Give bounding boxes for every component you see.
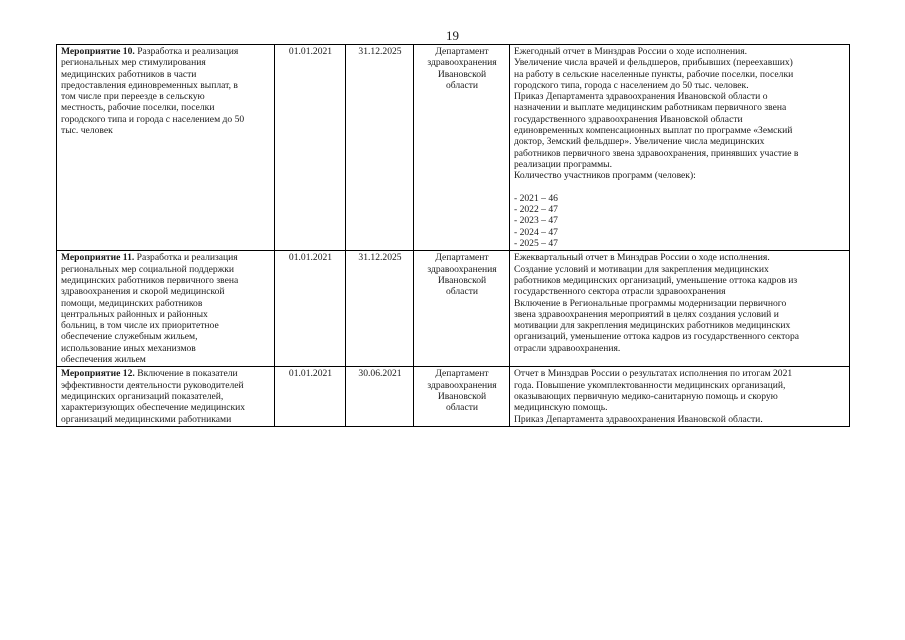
measure-name-line: обеспечение служебным жильем,: [61, 331, 198, 343]
responsible-cell: [414, 367, 510, 426]
measure-name-line: Включение в показатели: [134, 368, 238, 380]
measure-name-line: том числе при переезде в сельскую: [61, 91, 205, 103]
end-date-cell: [346, 367, 414, 426]
result-line: реализации программы.: [514, 158, 612, 170]
result-line: на работу в сельские населенные пункты, рабочие поселки, поселки: [514, 68, 794, 80]
start-date: 01.01.2021: [288, 252, 333, 264]
measure-name-line: использование иных механизмов: [61, 342, 196, 354]
measure-name-line: эффективности деятельности руководителей: [61, 379, 244, 391]
responsible-line: области: [445, 286, 479, 298]
result-line: работников первичного звена здравоохранения, принявших участие в: [514, 147, 799, 159]
measure-name-line: Разработка и реализация: [134, 46, 239, 57]
measure-name-cell: [57, 45, 275, 251]
measure-name-line: местность, рабочие поселки, поселки: [61, 102, 215, 114]
measure-title: Мероприятие 10.: [61, 46, 135, 57]
measure-name-line: помощи, медицинских работников: [61, 297, 203, 309]
result-line: - 2022 – 47: [514, 204, 558, 216]
result-line: работников медицинских организаций, уменьшение оттока кадров из: [514, 274, 798, 286]
measures-table: [56, 44, 850, 427]
result-line: оказывающих первичную медико-санитарную помощь и скорую: [514, 390, 778, 402]
responsible-line: здравоохранения: [427, 263, 497, 275]
measure-name-cell: [57, 251, 275, 367]
result-line: мотивации для закрепления медицинских работников медицинских: [514, 320, 791, 332]
responsible-cell: [414, 45, 510, 251]
measure-name-line: медицинских работников первичного звена: [61, 274, 239, 286]
result-line: отрасли здравоохранения.: [514, 342, 621, 354]
result-line: единовременных компенсационных выплат по программе «Земский: [514, 125, 793, 137]
result-line: Включение в Региональные программы модернизации первичного: [514, 297, 787, 309]
table-row: [57, 251, 850, 367]
result-line: организаций, уменьшение оттока кадров из государственного сектора: [514, 331, 799, 343]
responsible-line: Ивановской: [437, 390, 487, 402]
end-date: 30.06.2021: [358, 368, 402, 380]
result-cell: [510, 45, 850, 251]
end-date-cell: [346, 251, 414, 367]
measure-name-line: больниц, в том числе их приоритетное: [61, 320, 219, 332]
result-cell: [510, 367, 850, 426]
measure-name-line: характеризующих обеспечение медицинских: [61, 402, 246, 414]
result-line: Приказ Департамента здравоохранения Ивановской области о: [514, 91, 768, 103]
result-line: государственного здравоохранения Ивановской области: [514, 113, 743, 125]
responsible-line: области: [445, 402, 479, 414]
responsible-line: области: [445, 79, 479, 91]
page-number: 19: [446, 28, 459, 43]
result-line: медицинскую помощь.: [514, 402, 608, 414]
measure-name-line: региональных мер стимулирования: [61, 57, 206, 69]
measure-name-line: региональных мер социальной поддержки: [61, 263, 235, 275]
measure-name-line: тыс. человек: [61, 125, 113, 137]
result-line: Создание условий и мотивации для закрепления медицинских: [514, 263, 769, 275]
table-row: [57, 367, 850, 426]
responsible-line: Департамент: [435, 46, 489, 57]
result-line: Количество участников программ (человек):: [514, 170, 696, 182]
result-line: назначении и выплате медицинским работникам первичного звена: [514, 102, 787, 114]
result-line: городского типа, города с населением до 50 тыс. человек.: [514, 79, 749, 91]
responsible-line: Ивановской: [437, 68, 487, 80]
measure-name-line: медицинских организаций показателей,: [61, 390, 224, 402]
start-date: 01.01.2021: [288, 46, 333, 57]
result-line: доктор, Земский фельдшер». Увеличение числа медицинских: [514, 136, 765, 148]
result-line: Отчет в Минздрав России о результатах исполнения по итогам 2021: [514, 368, 793, 380]
start-date: 01.01.2021: [288, 368, 333, 380]
result-line: - 2023 – 47: [514, 215, 558, 227]
measure-name-line: организаций медицинскими работниками: [61, 413, 232, 425]
result-cell: [510, 251, 850, 367]
result-line: Увеличение числа врачей и фельдшеров, прибывших (переехавших): [514, 57, 793, 69]
measure-title: Мероприятие 12.: [61, 368, 135, 380]
measure-name-line: Разработка и реализация: [134, 252, 238, 264]
result-line: - 2021 – 46: [514, 192, 558, 204]
measure-name-first-line: [61, 368, 271, 379]
responsible-line: Ивановской: [437, 274, 487, 286]
responsible-cell: [414, 251, 510, 367]
result-line: государственного сектора отрасли здравоохранения: [514, 286, 726, 298]
measure-name-line: центральных районных и районных: [61, 308, 208, 320]
result-line: звена здравоохранения мероприятий в целях создания условий и: [514, 308, 779, 320]
end-date: 31.12.2025: [358, 252, 402, 264]
measure-name-cell: [57, 367, 275, 426]
measure-name-line: обеспечения жильем: [61, 354, 146, 366]
result-line: Ежегодный отчет в Минздрав России о ходе исполнения.: [514, 46, 748, 57]
responsible-line: Департамент: [435, 368, 489, 380]
measure-name-first-line: [61, 252, 271, 263]
measure-name-line: предоставления единовременных выплат, в: [61, 79, 238, 91]
result-line: года. Повышение укомплектованности медицинских организаций,: [514, 379, 786, 391]
end-date-cell: [346, 45, 414, 251]
measure-title: Мероприятие 11.: [61, 252, 135, 264]
responsible-line: здравоохранения: [427, 57, 497, 69]
measure-name-line: городского типа и города с населением до 50: [61, 113, 245, 125]
measure-name-first-line: [61, 46, 271, 57]
measure-name-line: здравоохранения и скорой медицинской: [61, 286, 225, 298]
table-row: [57, 45, 850, 251]
result-line: Приказ Департамента здравоохранения Ивановской области.: [514, 413, 763, 425]
start-date-cell: [275, 45, 346, 251]
measure-name-line: медицинских работников в части: [61, 68, 197, 80]
responsible-line: здравоохранения: [427, 379, 497, 391]
end-date: 31.12.2025: [358, 46, 402, 57]
responsible-line: Департамент: [435, 252, 489, 264]
result-line: Ежеквартальный отчет в Минздрав России о ходе исполнения.: [514, 252, 770, 264]
start-date-cell: [275, 251, 346, 367]
result-line: - 2024 – 47: [514, 226, 558, 238]
result-line: - 2025 – 47: [514, 238, 558, 250]
start-date-cell: [275, 367, 346, 426]
result-spacer: [514, 182, 846, 193]
